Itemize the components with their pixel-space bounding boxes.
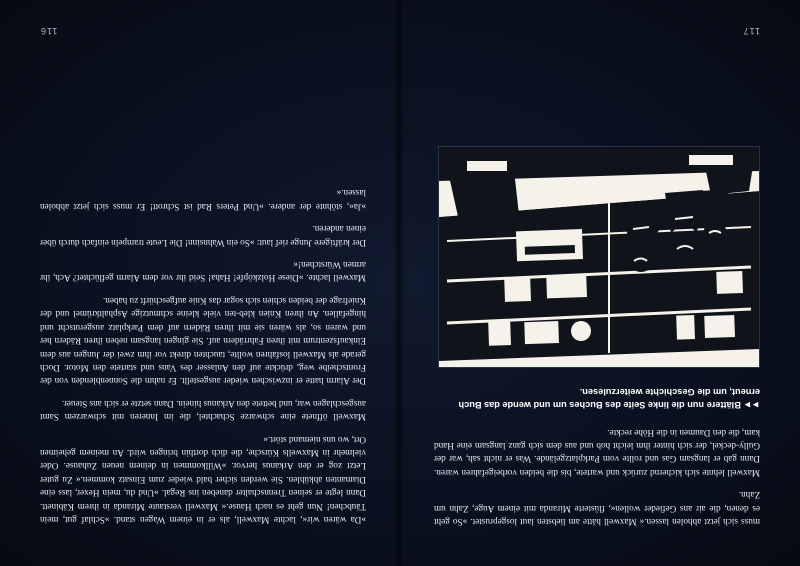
paragraph: Maxwell öffnete eine schwarze Schachtel, die im Inneren mit schwarzem Samt ausgeschlagen war, und bettete den Arkanus hinein. Dann setzte er sich ans Steuer. xyxy=(40,398,366,423)
illustration-art xyxy=(439,147,759,367)
paragraph: »Da wären wir«, lachte Maxwell, als er in einem Wagen stand. »Schlaf gut, mein Täubchen! Nun geht es nach Hause.« Maxwell verstaute Miranda in ihrem Käbinett. Dann legte er seinen Trennschalter daneben ins Regal. »Und du, mein Hexer, lass eine Diamanten abkühlen. Sie werden sicher bald wieder zum Einsatz kommen.« Zu guter Letzt zog er den Arkanus hervor. »Willkommen in deinem neuen Zuhause. Oder vielmehr in Maxwells Kürsche, die dich dorthin bringen wird. An meinem geheimen Ort, wo uns niemand stört.« xyxy=(40,434,366,525)
turn-page-callout xyxy=(434,384,760,411)
paragraph: Maxwell lachte. »Diese Holzköpfe! Haha! Seid ihr vor dem Alarm geflüchtet? Ach, ihr armen Würstchen!« xyxy=(40,260,366,284)
right-page-body xyxy=(40,186,366,526)
folio-left: 117 xyxy=(742,26,760,36)
page-left xyxy=(400,0,800,566)
left-page-body xyxy=(434,425,760,528)
paragraph: Der Alarm hatte er inzwischen wieder ausgestellt. Er nahm die Sonnenblenden von der Frontscheibe weg, drückte auf den Anlasser des Vans und startete den Motor. Doch gerade als Maxwell losfahren wollte, tauchten direkt vor ihm zwei der Jungen aus dem Einkaufszentrum mit ihren Fahrrädern auf. Sie gingen langsam neben ihren Rädern her und waren so, als wären sie mit ihren Rädern auf dem Parkplatz ausgerutscht und hingefallen. An ihren Knien kleb-ten viele kleine schmutzige Asphaltkrümel und der Kniefrage der beiden schien sich sogar das Knie aufgeschürft zu haben. xyxy=(40,295,366,387)
paragraph: »Ja«, stöhnte der andere. »Und Peters Rad ist Schrott! Er muss sich jetzt abholen lassen.« xyxy=(40,188,366,212)
paragraph: Maxwell lehnte sich kichernd zurück und wartete, bis die beiden vorbeigefahren waren. Dann gab er langsam Gas und rollte vom Parkplatzgelände. Was er nicht sah, war der Gully-deckel, der sich hinter ihm leicht hob und aus dem sich ganz langsam eine Hand kam, die den Daumen in die Höhe reckte. xyxy=(434,427,760,478)
paragraph: Der kräftigere Junge rief laut: »So ein Wahnsinn! Die Leute trampeln einfach durch über einen anderen. xyxy=(40,224,366,248)
folio-right: 116 xyxy=(40,26,58,36)
callout-text: Blättere nun die linke Seite des Buches um und wende das Buch erneut, um die Geschichte weiterzulesen. xyxy=(458,386,760,411)
double-arrow-icon: ►► xyxy=(743,400,760,411)
paragraph: muss sich jetzt abholen lassen.« Maxwell hätte am liebsten laut losgeprustet. »So geht es denen, die air ans Gefieder wollen«, flüsterte Miranda mit einem Auge, Zahn um Zahn. xyxy=(434,490,760,527)
illustration xyxy=(438,146,760,368)
